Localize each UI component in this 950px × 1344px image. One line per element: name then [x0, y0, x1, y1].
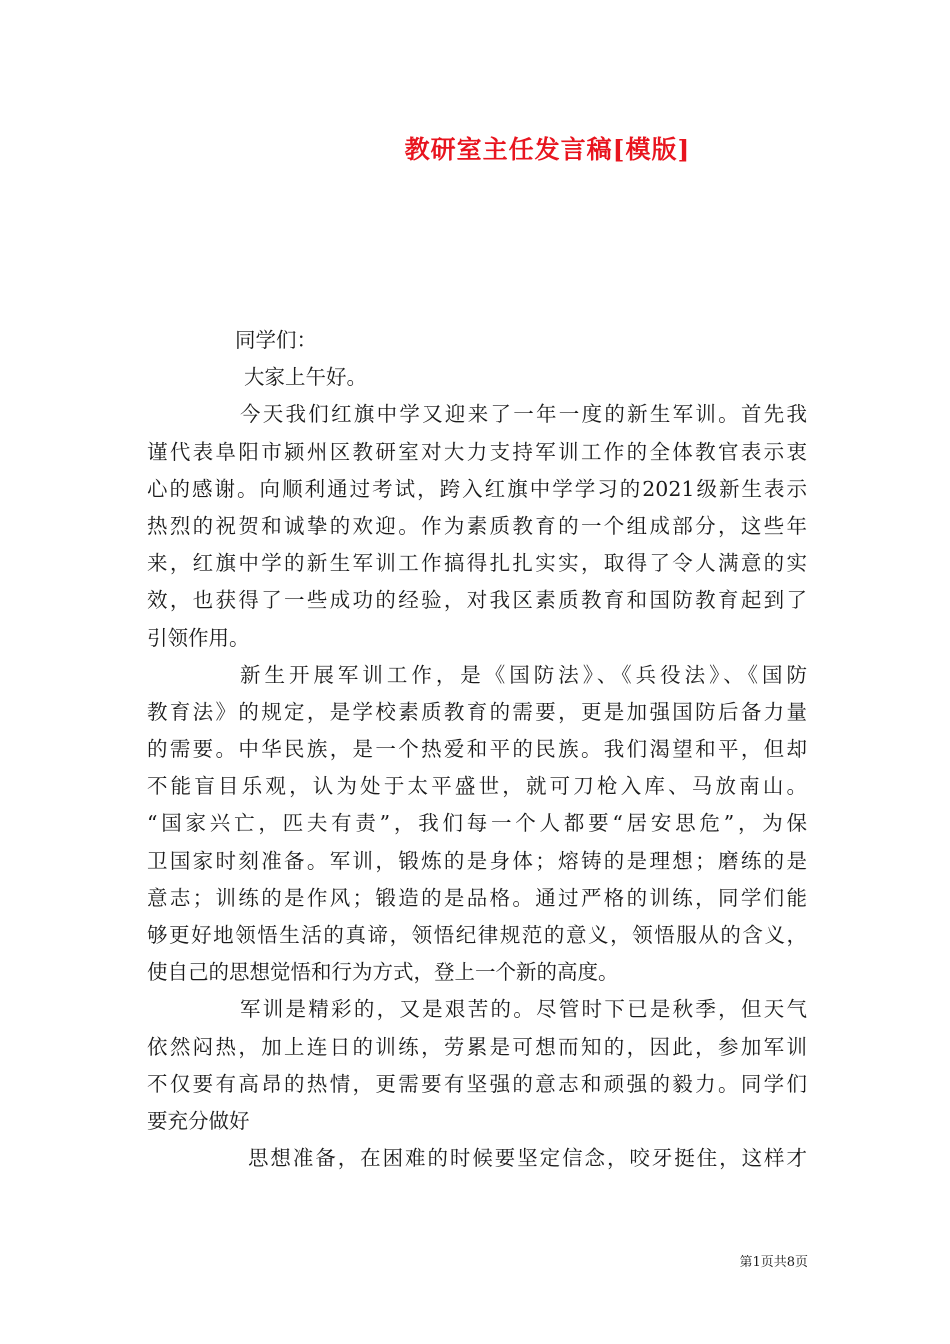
paragraph-line: 新生开展军训工作，是《国防法》、《兵役法》、《国防: [240, 662, 807, 687]
paragraph-line: “国家兴亡，匹夫有责”，我们每一个人都要“居安思危”，为保: [147, 811, 807, 836]
paragraph-line: 依然闷热，加上连日的训练，劳累是可想而知的，因此，参加军训: [147, 1034, 807, 1059]
paragraph-line: 谨代表阜阳市颍州区教研室对大力支持军训工作的全体教官表示衷: [147, 439, 807, 464]
document-title: 教研室主任发言稿[模版]: [404, 135, 691, 164]
paragraph-line: 教育法》的规定，是学校素质教育的需要，更是加强国防后备力量: [147, 699, 807, 724]
paragraph-line: 意志；训练的是作风；锻造的是品格。通过严格的训练，同学们能: [147, 885, 807, 910]
paragraph-line: 不能盲目乐观，认为处于太平盛世，就可刀枪入库、马放南山。: [147, 774, 807, 799]
paragraph-line: 不仅要有高昂的热情，更需要有坚强的意志和顽强的毅力。同学们: [147, 1071, 807, 1096]
salutation: 同学们：: [235, 328, 317, 352]
paragraph-line: 思想准备，在困难的时候要坚定信念，咬牙挺住，这样才: [248, 1146, 807, 1171]
paragraph-line: 心的感谢。向顺利通过考试，跨入红旗中学学习的2021级新生表示: [147, 476, 807, 501]
paragraph-line: 效，也获得了一些成功的经验，对我区素质教育和国防教育起到了: [147, 588, 807, 613]
paragraph-line: 卫国家时刻准备。军训，锻炼的是身体；熔铸的是理想；磨练的是: [147, 848, 807, 873]
paragraph-line: 够更好地领悟生活的真谛，领悟纪律规范的意义，领悟服从的含义，: [147, 923, 807, 947]
paragraph-line: 今天我们红旗中学又迎来了一年一度的新生军训。首先我: [240, 402, 807, 427]
paragraph-line: 要充分做好: [147, 1108, 250, 1133]
paragraph-line: 军训是精彩的，又是艰苦的。尽管时下已是秋季，但天气: [240, 997, 807, 1022]
greeting: 大家上午好。: [244, 365, 367, 390]
document-body: [147, 322, 807, 1177]
paragraph-line: 使自己的思想觉悟和行为方式，登上一个新的高度。: [147, 960, 619, 985]
paragraph-line: 的需要。中华民族，是一个热爱和平的民族。我们渴望和平，但却: [147, 737, 807, 762]
paragraph-line: 来，红旗中学的新生军训工作搞得扎扎实实，取得了令人满意的实: [147, 551, 807, 576]
paragraph-line: 引领作用。: [147, 625, 250, 650]
paragraph-line: 热烈的祝贺和诚挚的欢迎。作为素质教育的一个组成部分，这些年: [147, 513, 807, 538]
page-number: 第1页共8页: [739, 1255, 808, 1270]
